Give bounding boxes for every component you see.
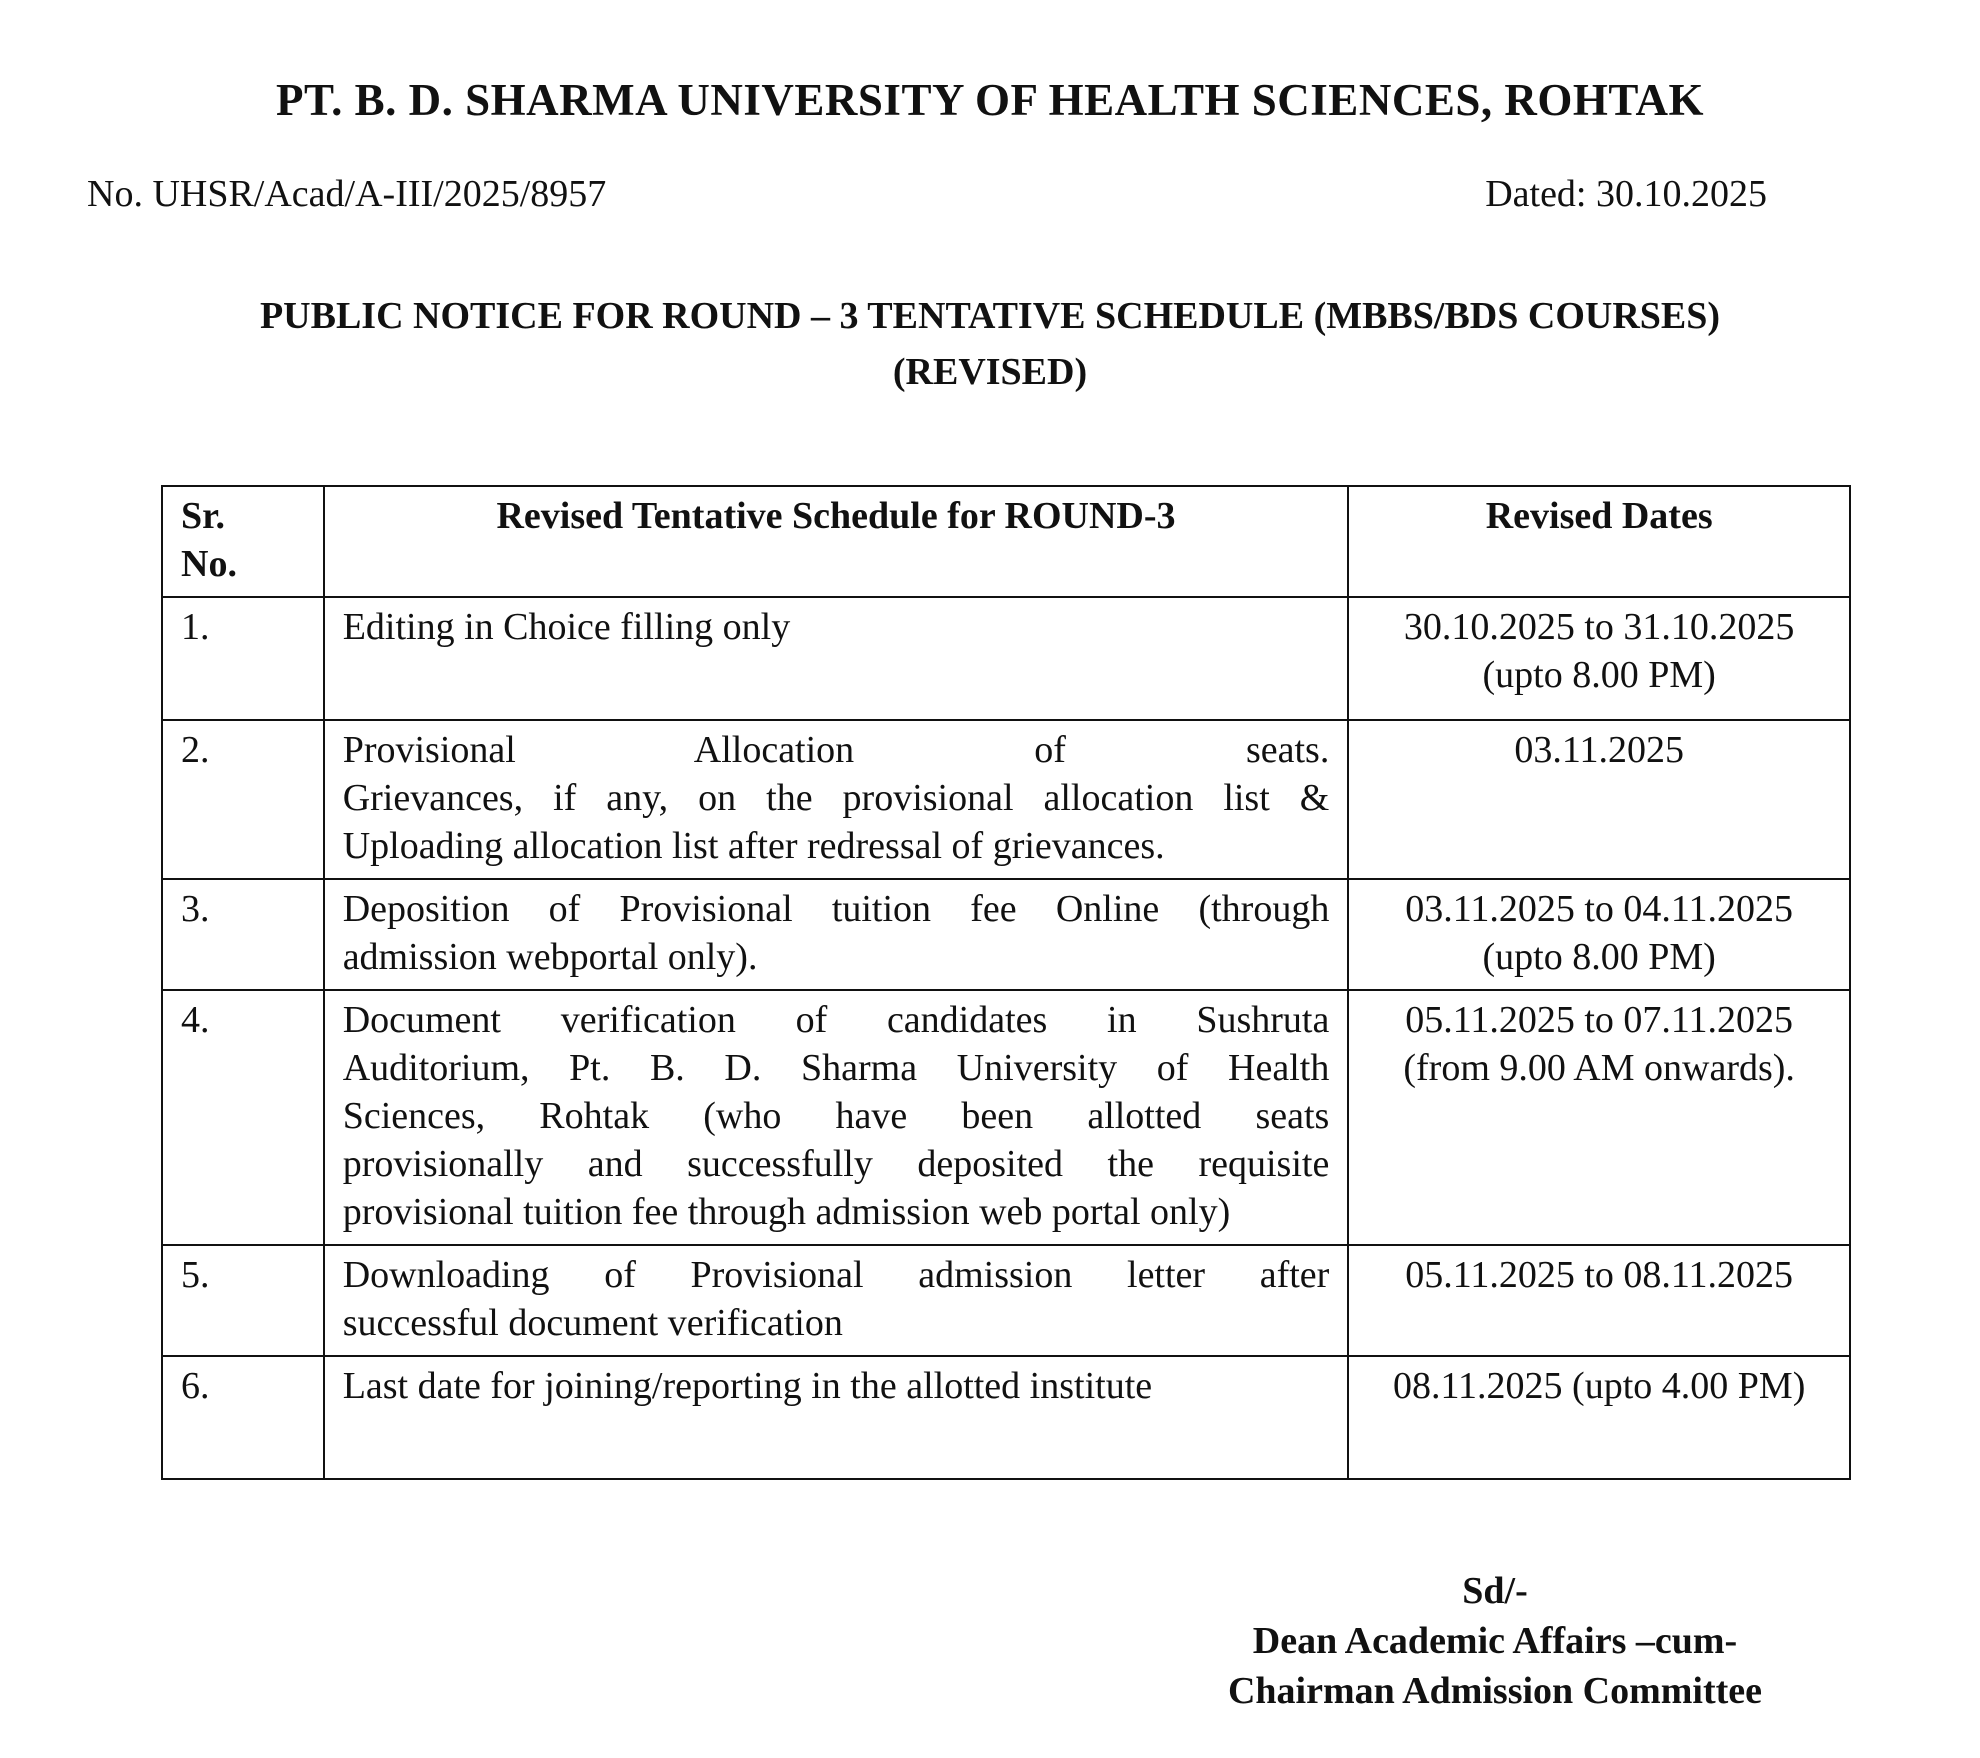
date-line: 08.11.2025 (upto 4.00 PM) [1392,1365,1806,1407]
activity-line: Grievances, if any, on the provisional allocation list & [342,777,1330,819]
signature-block [1150,1566,1840,1716]
activity-line: Provisional Allocation of seats. [342,729,1330,771]
notice-title-line-2: (REVISED) [892,351,1088,393]
reference-number: No. UHSR/Acad/A-III/2025/8957 [87,173,607,215]
header-sr-line-2: No. [181,543,237,585]
row-activity [324,720,1349,879]
activity-line: Document verification of candidates in Sushruta [342,999,1330,1041]
table-row [162,1356,1850,1479]
date-line: 05.11.2025 to 08.11.2025 [1405,1254,1794,1296]
activity-line: provisional tuition fee through admission web portal only) [342,1191,1231,1233]
row-dates [1348,879,1850,990]
university-title: PT. B. D. SHARMA UNIVERSITY OF HEALTH SCIENCES, ROHTAK [275,75,1705,125]
activity-line: admission webportal only). [342,936,758,978]
signature-designation-line-1: Dean Academic Affairs –cum- [1252,1620,1738,1662]
row-dates [1348,1245,1850,1356]
table-row [162,879,1850,990]
activity-line: Sciences, Rohtak (who have been allotted seats [342,1095,1330,1137]
activity-line: Deposition of Provisional tuition fee Online (through [342,888,1330,930]
row-sr-no: 1. [162,597,324,720]
row-activity [324,1356,1349,1479]
activity-line: successful document verification [342,1302,843,1344]
header-sr-no [162,486,324,597]
signature-sd: Sd/- [1462,1570,1528,1612]
signature-designation-line-2: Chairman Admission Committee [1227,1670,1763,1712]
activity-line: provisionally and successfully deposited the requisite [342,1143,1330,1185]
date-line: (upto 8.00 PM) [1482,936,1716,978]
row-dates [1348,720,1850,879]
date-line: 03.11.2025 to 04.11.2025 [1405,888,1794,930]
row-dates [1348,1356,1850,1479]
row-sr-no: 6. [162,1356,324,1479]
table-row [162,597,1850,720]
activity-line: Editing in Choice filling only [342,606,791,648]
row-sr-no: 4. [162,990,324,1245]
row-sr-no: 5. [162,1245,324,1356]
date-line: 03.11.2025 [1514,729,1684,771]
row-activity [324,1245,1349,1356]
date-line: 30.10.2025 to 31.10.2025 [1403,606,1795,648]
row-activity [324,597,1349,720]
header-sr-line-1: Sr. [181,495,226,537]
header-activity: Revised Tentative Schedule for ROUND-3 [324,486,1349,597]
date-line: 05.11.2025 to 07.11.2025 [1405,999,1794,1041]
row-activity [324,990,1349,1245]
row-sr-no: 2. [162,720,324,879]
date-line: (upto 8.00 PM) [1482,654,1716,696]
table-header-row [162,486,1850,597]
header-dates: Revised Dates [1348,486,1850,597]
activity-line: Uploading allocation list after redressal of grievances. [342,825,1165,867]
row-sr-no: 3. [162,879,324,990]
activity-line: Downloading of Provisional admission letter after [342,1254,1330,1296]
activity-line: Last date for joining/reporting in the allotted institute [342,1365,1153,1407]
notice-title-line-1: PUBLIC NOTICE FOR ROUND – 3 TENTATIVE SCHEDULE (MBBS/BDS COURSES) [259,295,1721,337]
table-row [162,720,1850,879]
row-activity [324,879,1349,990]
table-row [162,990,1850,1245]
row-dates [1348,990,1850,1245]
activity-line: Auditorium, Pt. B. D. Sharma University of Health [342,1047,1330,1089]
date-line: (from 9.00 AM onwards). [1403,1047,1795,1089]
row-dates [1348,597,1850,720]
notice-title [0,288,1980,400]
schedule-table [161,485,1851,1480]
notice-date: Dated: 30.10.2025 [1485,173,1767,215]
table-row [162,1245,1850,1356]
schedule-body [162,597,1850,1479]
